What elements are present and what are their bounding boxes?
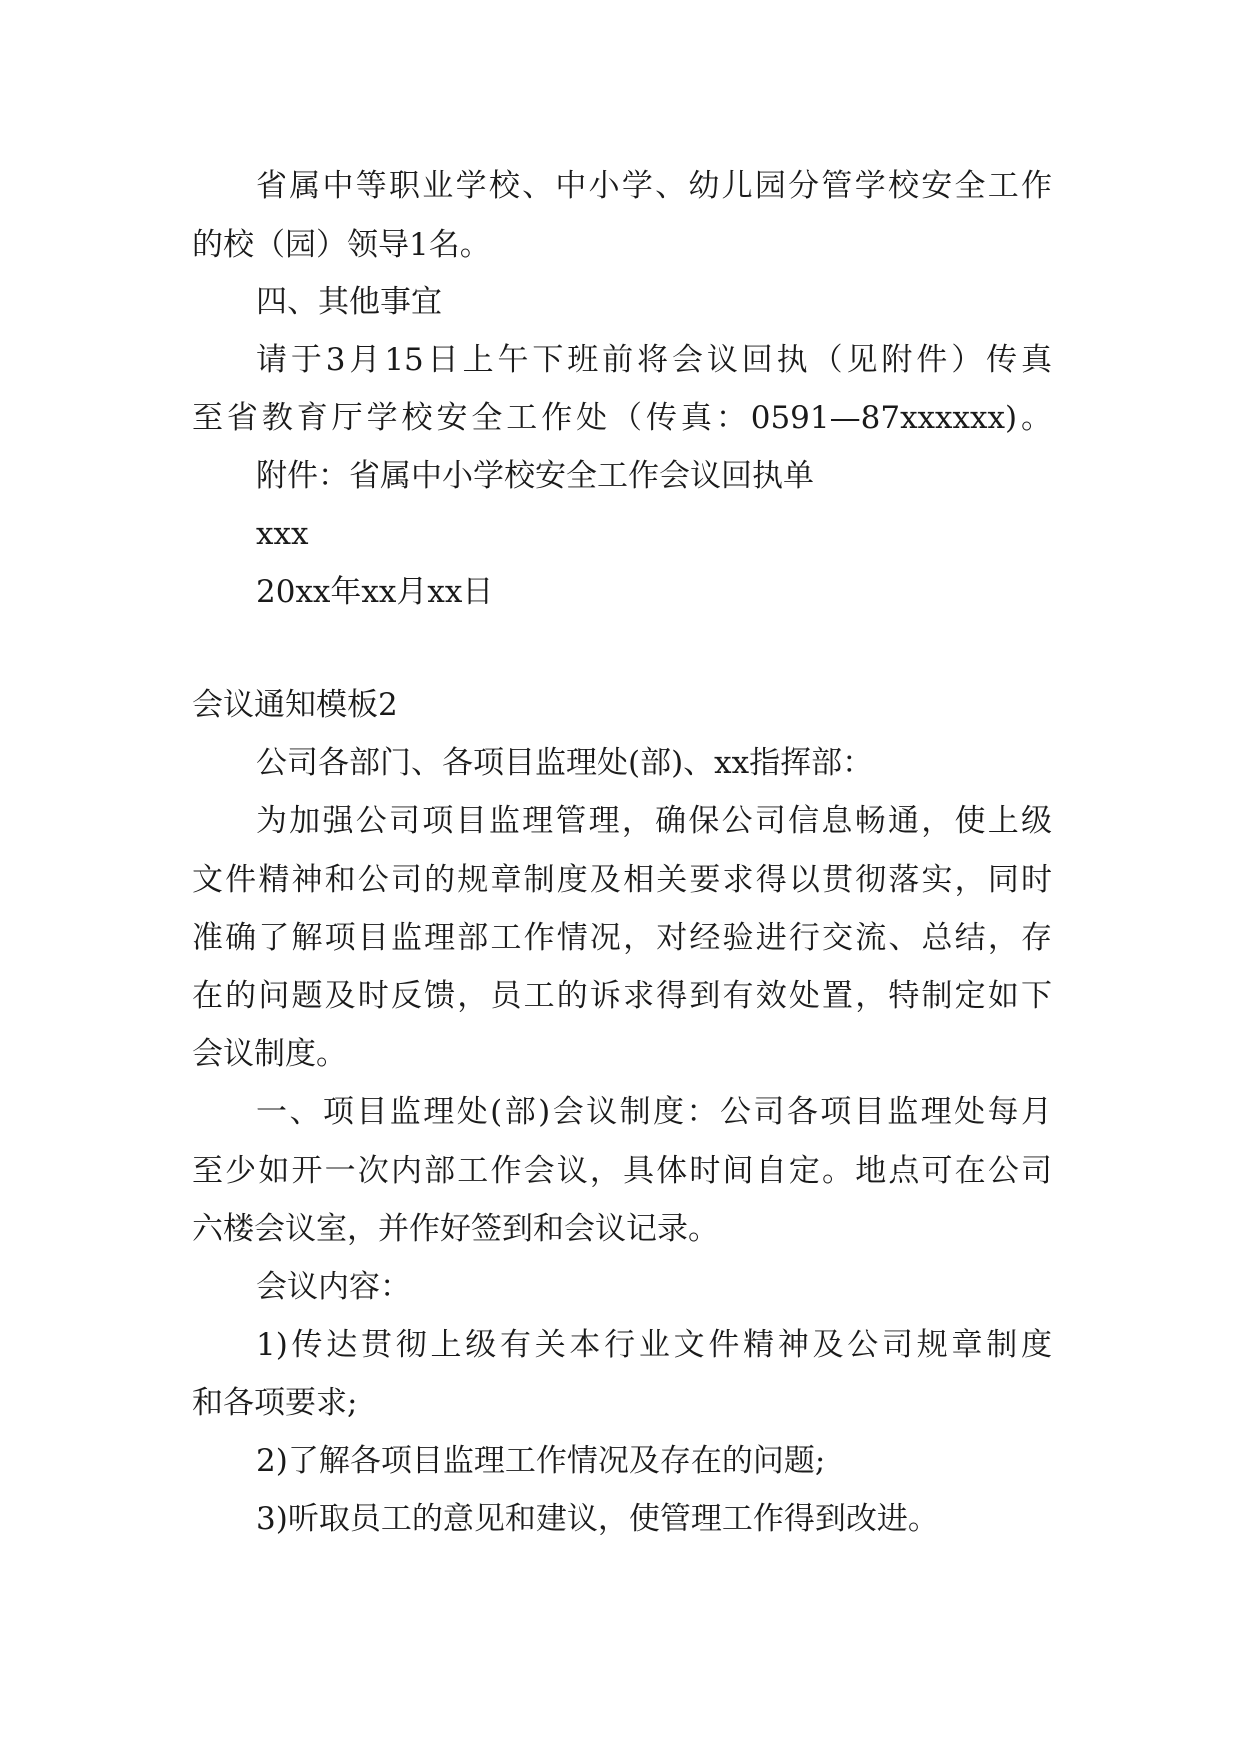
list-item: 1)传达贯彻上级有关本行业文件精神及公司规章制度 [256,1327,1052,1363]
paragraph-line: 请于3月15日上午下班前将会议回执（见附件）传真 [256,342,1052,378]
attachment-line: 附件：省属中小学校安全工作会议回执单 [256,458,814,494]
list-item-continuation: 和各项要求; [192,1385,358,1421]
signature-name: xxx [256,516,309,552]
paragraph-line: 的校（园）领导1名。 [192,227,491,263]
list-item: 3)听取员工的意见和建议，使管理工作得到改进。 [256,1501,939,1537]
paragraph-line: 会议内容： [256,1269,411,1305]
paragraph-line: 一、项目监理处(部)会议制度：公司各项目监理处每月 [256,1094,1052,1130]
paragraph-line: 省属中等职业学校、中小学、幼儿园分管学校安全工作 [256,168,1052,204]
paragraph-line: 在的问题及时反馈，员工的诉求得到有效处置，特制定如下 [192,978,1052,1014]
paragraph-line: 至省教育厅学校安全工作处（传真：0591—87xxxxxx)。 [192,400,1052,436]
paragraph-line: 文件精神和公司的规章制度及相关要求得以贯彻落实，同时 [192,862,1052,898]
section-heading: 四、其他事宜 [256,284,442,320]
paragraph-line: 为加强公司项目监理管理，确保公司信息畅通，使上级 [256,803,1052,839]
paragraph-line: 准确了解项目监理部工作情况，对经验进行交流、总结，存 [192,920,1052,956]
paragraph-line: 会议制度。 [192,1036,347,1072]
paragraph-line: 至少如开一次内部工作会议，具体时间自定。地点可在公司 [192,1153,1052,1189]
signature-date: 20xx年xx月xx日 [256,574,494,610]
document-title: 会议通知模板2 [192,687,398,723]
paragraph-line: 六楼会议室，并作好签到和会议记录。 [192,1211,719,1247]
list-item: 2)了解各项目监理工作情况及存在的问题; [256,1443,826,1479]
salutation: 公司各部门、各项目监理处(部)、xx指挥部： [256,745,874,781]
